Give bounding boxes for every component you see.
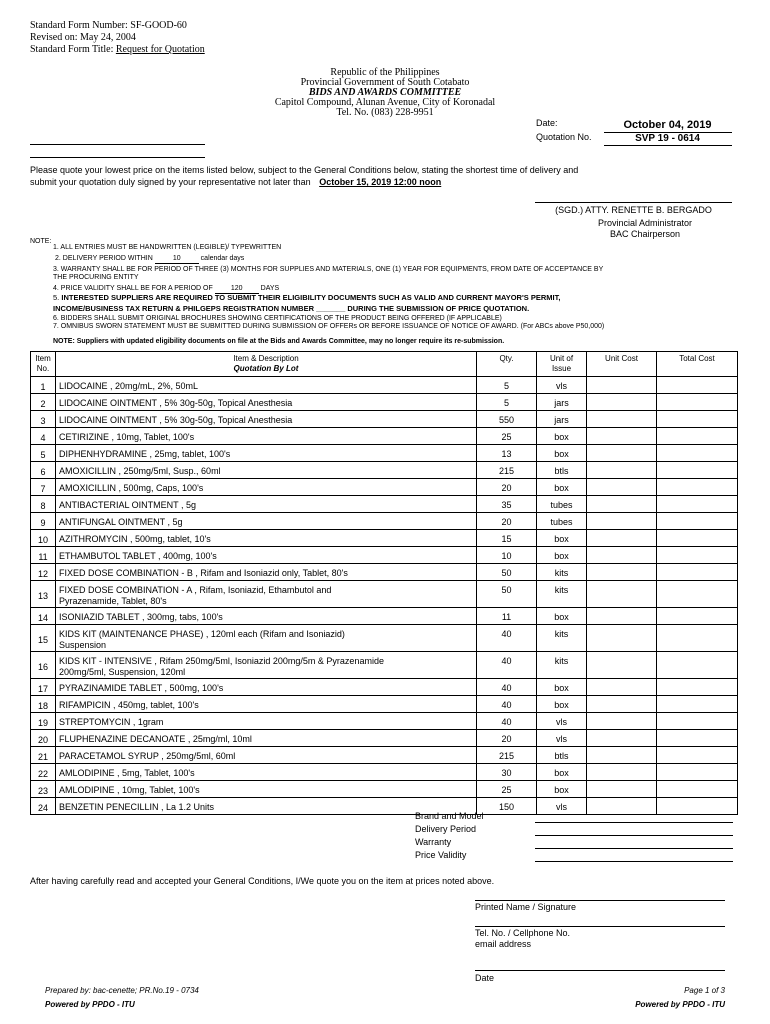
item-number: 9 — [31, 513, 56, 530]
item-unit: kits — [537, 625, 587, 652]
agency-province: Provincial Government of South Cotabato — [300, 77, 470, 88]
note-7: 7. OMNIBUS SWORN STATEMENT MUST BE SUBMITTED DURING SUBMISSION OF OFFERs OR BEFORE ISSUANCE OF NOTICE OF AWARD. (For ABCs above P50,000) — [53, 323, 605, 330]
item-unit: kits — [537, 652, 587, 679]
item-description-line: LIDOCAINE , 20mg/mL, 2%, 50mL — [59, 381, 199, 391]
item-unit-cost — [587, 513, 657, 530]
item-description — [56, 679, 477, 696]
intro-line2 — [30, 177, 441, 187]
item-unit: box — [537, 530, 587, 547]
item-number: 23 — [31, 781, 56, 798]
item-description-line: LIDOCAINE OINTMENT , 5% 30g-50g, Topical Anesthesia — [59, 415, 293, 425]
item-total-cost — [657, 652, 738, 679]
note-5a-text: INTERESTED SUPPLIERS ARE REQUIRED TO SUBMIT THEIR ELIGIBILITY DOCUMENTS SUCH AS VALID AND CURRENT MAYOR'S PERMIT, — [61, 293, 561, 302]
item-description — [56, 530, 477, 547]
powered-by-right: Powered by PPDO - ITU — [635, 1000, 725, 1009]
item-description-line: PYRAZINAMIDE TABLET , 500mg, 100's — [59, 683, 224, 693]
item-description-line: LIDOCAINE OINTMENT , 5% 30g-50g, Topical Anesthesia — [59, 398, 293, 408]
note-5a — [53, 293, 560, 302]
item-description — [56, 730, 477, 747]
signatory-role: BAC Chairperson — [609, 229, 681, 239]
header-total-cost: Total Cost — [657, 352, 738, 377]
item-description — [56, 547, 477, 564]
item-description — [56, 747, 477, 764]
note-1: 1. ALL ENTRIES MUST BE HANDWRITTEN (LEGIBLE)/ TYPEWRITTEN — [53, 244, 282, 251]
item-unit-cost — [587, 652, 657, 679]
form-title — [30, 44, 205, 56]
powered-by-left: Powered by PPDO - ITU — [45, 1000, 135, 1009]
item-number: 11 — [31, 547, 56, 564]
table-row — [31, 652, 738, 679]
item-qty: 550 — [477, 411, 537, 428]
item-description — [56, 428, 477, 445]
table-row — [31, 462, 738, 479]
note-2-value: 10 — [155, 255, 199, 264]
table-row — [31, 513, 738, 530]
item-total-cost — [657, 608, 738, 625]
item-total-cost — [657, 411, 738, 428]
item-total-cost — [657, 479, 738, 496]
item-unit-cost — [587, 428, 657, 445]
item-unit-cost — [587, 411, 657, 428]
note-2 — [55, 254, 244, 264]
item-total-cost — [657, 730, 738, 747]
item-qty: 150 — [477, 798, 537, 815]
item-number: 16 — [31, 652, 56, 679]
item-unit-cost — [587, 679, 657, 696]
table-row — [31, 781, 738, 798]
form-number: Standard Form Number: SF-GOOD-60 — [30, 20, 187, 31]
table-header-row — [31, 352, 738, 377]
item-qty: 20 — [477, 513, 537, 530]
intro-line1: Please quote your lowest price on the items listed below, subject to the General Conditions below, stating the shortest time of delivery and — [30, 165, 579, 175]
item-description — [56, 564, 477, 581]
item-qty: 215 — [477, 462, 537, 479]
table-row — [31, 411, 738, 428]
item-unit: vls — [537, 377, 587, 394]
item-description — [56, 462, 477, 479]
item-description-line: PARACETAMOL SYRUP , 250mg/5ml, 60ml — [59, 751, 236, 761]
note-5-num: 5. — [53, 293, 60, 302]
item-total-cost — [657, 696, 738, 713]
page-number: Page 1 of 3 — [684, 986, 725, 995]
item-unit-cost — [587, 764, 657, 781]
tel-label: Tel. No. / Cellphone No. — [475, 928, 571, 938]
item-qty: 10 — [477, 547, 537, 564]
date-sign-label: Date — [475, 973, 495, 983]
item-description-line: FLUPHENAZINE DECANOATE , 25mg/ml, 10ml — [59, 734, 252, 744]
item-qty: 35 — [477, 496, 537, 513]
item-unit: btls — [537, 462, 587, 479]
header-description — [56, 352, 477, 377]
item-unit-cost — [587, 713, 657, 730]
signatory-position: Provincial Administrator — [597, 218, 693, 228]
table-row — [31, 581, 738, 608]
item-number: 7 — [31, 479, 56, 496]
item-total-cost — [657, 581, 738, 608]
item-total-cost — [657, 377, 738, 394]
note-4-suffix: DAYS — [260, 285, 280, 292]
item-qty: 13 — [477, 445, 537, 462]
quotation-value: SVP 19 - 0614 — [635, 133, 700, 144]
item-unit: jars — [537, 411, 587, 428]
header-unit-cost: Unit Cost — [587, 352, 657, 377]
item-description-line: AMOXICILLIN , 250mg/5ml, Susp., 60ml — [59, 466, 221, 476]
item-unit: box — [537, 679, 587, 696]
item-number: 1 — [31, 377, 56, 394]
item-number: 15 — [31, 625, 56, 652]
item-unit: vls — [537, 730, 587, 747]
item-description — [56, 479, 477, 496]
item-unit-cost — [587, 625, 657, 652]
table-row — [31, 764, 738, 781]
item-total-cost — [657, 747, 738, 764]
item-description-line: Suspension — [59, 640, 107, 650]
item-total-cost — [657, 764, 738, 781]
item-description-line: KIDS KIT (MAINTENANCE PHASE) , 120ml each (Rifam and Isoniazid) — [59, 629, 345, 639]
item-description-line: ANTIFUNGAL OINTMENT , 5g — [59, 517, 183, 527]
item-description-line: Pyrazenamide, Tablet, 80's — [59, 596, 167, 606]
item-number: 10 — [31, 530, 56, 547]
item-description — [56, 764, 477, 781]
items-table — [30, 351, 738, 815]
item-description-line: KIDS KIT - INTENSIVE , Rifam 250mg/5ml, Isoniazid 200mg/5m & Pyrazenamide — [59, 656, 384, 666]
item-description-line: CETIRIZINE , 10mg, Tablet, 100's — [59, 432, 195, 442]
item-unit-cost — [587, 377, 657, 394]
item-description — [56, 798, 477, 815]
item-qty: 40 — [477, 625, 537, 652]
item-number: 8 — [31, 496, 56, 513]
item-number: 3 — [31, 411, 56, 428]
item-unit-cost — [587, 798, 657, 815]
printed-name-label: Printed Name / Signature — [475, 902, 577, 912]
note-4-prefix: 4. PRICE VALIDITY SHALL BE FOR A PERIOD OF — [53, 285, 213, 292]
item-qty: 20 — [477, 730, 537, 747]
form-revised: Revised on: May 24, 2004 — [30, 32, 136, 43]
table-row — [31, 479, 738, 496]
note-eligibility: NOTE: Suppliers with updated eligibility documents on file at the Bids and Awards Committee, may no longer require its re-submission. — [53, 338, 505, 345]
item-description-line: RIFAMPICIN , 450mg, tablet, 100's — [59, 700, 199, 710]
item-description — [56, 411, 477, 428]
note-5b: INCOME/BUSINESS TAX RETURN & PHILGEPS REGISTRATION NUMBER _______ DURING THE SUBMISSION OF PRICE QUOTATION. — [53, 304, 530, 313]
item-total-cost — [657, 625, 738, 652]
item-total-cost — [657, 428, 738, 445]
item-unit-cost — [587, 781, 657, 798]
item-number: 22 — [31, 764, 56, 781]
item-description-line: ETHAMBUTOL TABLET , 400mg, 100's — [59, 551, 217, 561]
header-desc-sub: Quotation By Lot — [233, 364, 299, 373]
table-row — [31, 547, 738, 564]
item-number: 18 — [31, 696, 56, 713]
date-value: October 04, 2019 — [623, 119, 712, 131]
item-number: 12 — [31, 564, 56, 581]
form-title-label: Standard Form Title: — [30, 44, 116, 55]
item-total-cost — [657, 564, 738, 581]
intro-line2-text: submit your quotation duly signed by your representative not later than — [30, 177, 311, 187]
item-description-line: AMLODIPINE , 10mg, Tablet, 100's — [59, 785, 200, 795]
item-unit-cost — [587, 747, 657, 764]
item-description-line: AMLODIPINE , 5mg, Tablet, 100's — [59, 768, 195, 778]
header-item-no: Item No. — [31, 352, 56, 377]
table-row — [31, 696, 738, 713]
prepared-by: Prepared by: bac-cenette; PR.No.19 - 0734 — [45, 986, 199, 995]
item-unit: jars — [537, 394, 587, 411]
item-number: 14 — [31, 608, 56, 625]
item-unit: vls — [537, 713, 587, 730]
item-description — [56, 445, 477, 462]
table-row — [31, 564, 738, 581]
item-qty: 50 — [477, 581, 537, 608]
note-label: NOTE: — [30, 238, 52, 245]
item-unit: btls — [537, 747, 587, 764]
item-description-line: ANTIBACTERIAL OINTMENT , 5g — [59, 500, 197, 510]
item-total-cost — [657, 547, 738, 564]
item-description — [56, 713, 477, 730]
item-total-cost — [657, 496, 738, 513]
item-number: 6 — [31, 462, 56, 479]
item-unit-cost — [587, 608, 657, 625]
note-4-value: 120 — [215, 285, 259, 294]
item-qty: 25 — [477, 428, 537, 445]
item-unit: box — [537, 764, 587, 781]
item-number: 5 — [31, 445, 56, 462]
item-total-cost — [657, 462, 738, 479]
agency-republic: Republic of the Philippines — [330, 67, 440, 78]
item-unit-cost — [587, 564, 657, 581]
note-6: 6. BIDDERS SHALL SUBMIT ORIGINAL BROCHURES SHOWING CERTIFICATIONS OF THE PRODUCT BEING OFFERED (IF APPLICABLE) — [53, 315, 502, 322]
item-qty: 40 — [477, 652, 537, 679]
item-unit: box — [537, 781, 587, 798]
header-unit: Unit of Issue — [537, 352, 587, 377]
note-2-prefix: 2. DELIVERY PERIOD WITHIN — [55, 255, 153, 262]
item-description-line: AZITHROMYCIN , 500mg, tablet, 10's — [59, 534, 211, 544]
item-unit: box — [537, 428, 587, 445]
item-qty: 215 — [477, 747, 537, 764]
table-row — [31, 530, 738, 547]
table-row — [31, 713, 738, 730]
item-qty: 11 — [477, 608, 537, 625]
item-qty: 20 — [477, 479, 537, 496]
item-unit: box — [537, 547, 587, 564]
item-description — [56, 394, 477, 411]
signatory-name: (SGD.) ATTY. RENETTE B. BERGADO — [555, 205, 712, 215]
item-unit: kits — [537, 564, 587, 581]
item-description — [56, 377, 477, 394]
table-row — [31, 428, 738, 445]
item-description-line: ISONIAZID TABLET , 300mg, tabs, 100's — [59, 612, 223, 622]
item-description — [56, 581, 477, 608]
item-qty: 40 — [477, 696, 537, 713]
note-3a: 3. WARRANTY SHALL BE FOR PERIOD OF THREE (3) MONTHS FOR SUPPLIES AND MATERIALS, ONE (1) YEAR FOR EQUIPMENTS, FROM DATE OF ACCEPTANCE BY — [53, 266, 604, 273]
warranty-label: Warranty — [415, 837, 452, 847]
item-unit: box — [537, 445, 587, 462]
table-row — [31, 377, 738, 394]
agency-tel: Tel. No. (083) 228-9951 — [336, 107, 434, 118]
item-qty: 30 — [477, 764, 537, 781]
delivery-period-label: Delivery Period — [415, 824, 477, 834]
item-description — [56, 781, 477, 798]
item-total-cost — [657, 798, 738, 815]
item-unit-cost — [587, 547, 657, 564]
item-number: 4 — [31, 428, 56, 445]
item-unit: kits — [537, 581, 587, 608]
table-row — [31, 394, 738, 411]
item-qty: 25 — [477, 781, 537, 798]
item-qty: 40 — [477, 713, 537, 730]
item-unit: tubes — [537, 496, 587, 513]
item-unit-cost — [587, 394, 657, 411]
header-desc-label: Item & Description — [233, 354, 299, 363]
item-number: 13 — [31, 581, 56, 608]
item-number: 24 — [31, 798, 56, 815]
item-total-cost — [657, 781, 738, 798]
item-description-line: FIXED DOSE COMBINATION - B , Rifam and Isoniazid only, Tablet, 80's — [59, 568, 348, 578]
quotation-label: Quotation No. — [536, 132, 592, 142]
item-unit: box — [537, 696, 587, 713]
item-description — [56, 608, 477, 625]
header-qty: Qty. — [477, 352, 537, 377]
item-unit-cost — [587, 581, 657, 608]
deadline: October 15, 2019 12:00 noon — [319, 177, 442, 187]
item-number: 21 — [31, 747, 56, 764]
item-description — [56, 625, 477, 652]
item-unit-cost — [587, 530, 657, 547]
item-number: 17 — [31, 679, 56, 696]
item-unit: box — [537, 479, 587, 496]
item-qty: 5 — [477, 377, 537, 394]
item-total-cost — [657, 445, 738, 462]
item-description-line: 200mg/5ml, Suspension, 120ml — [59, 667, 186, 677]
table-row — [31, 445, 738, 462]
table-row — [31, 798, 738, 815]
note-2-suffix: calendar days — [200, 255, 245, 262]
agency-address: Capitol Compound, Alunan Avenue, City of Koronadal — [274, 97, 496, 108]
item-unit-cost — [587, 696, 657, 713]
note-3b: THE PROCURING ENTITY — [53, 274, 139, 281]
item-total-cost — [657, 530, 738, 547]
item-unit-cost — [587, 496, 657, 513]
item-description — [56, 513, 477, 530]
item-unit: box — [537, 608, 587, 625]
table-row — [31, 747, 738, 764]
item-number: 2 — [31, 394, 56, 411]
item-total-cost — [657, 513, 738, 530]
item-qty: 50 — [477, 564, 537, 581]
form-title-value: Request for Quotation — [115, 44, 205, 55]
table-row — [31, 625, 738, 652]
item-total-cost — [657, 713, 738, 730]
item-total-cost — [657, 394, 738, 411]
item-unit-cost — [587, 479, 657, 496]
item-description — [56, 652, 477, 679]
item-unit-cost — [587, 730, 657, 747]
table-row — [31, 608, 738, 625]
brand-model-label: Brand and Model — [415, 811, 484, 821]
item-description-line: FIXED DOSE COMBINATION - A , Rifam, Isoniazid, Ethambutol and — [59, 585, 332, 595]
item-description-line: DIPHENHYDRAMINE , 25mg, tablet, 100's — [59, 449, 231, 459]
table-row — [31, 679, 738, 696]
table-row — [31, 730, 738, 747]
item-unit: tubes — [537, 513, 587, 530]
item-description-line: STREPTOMYCIN , 1gram — [59, 717, 164, 727]
item-number: 19 — [31, 713, 56, 730]
item-unit-cost — [587, 445, 657, 462]
closing-statement: After having carefully read and accepted your General Conditions, I/We quote you on the item at prices noted above. — [30, 876, 495, 886]
date-label: Date: — [536, 118, 558, 128]
item-qty: 40 — [477, 679, 537, 696]
table-row — [31, 496, 738, 513]
price-validity-label: Price Validity — [415, 850, 467, 860]
item-unit: vls — [537, 798, 587, 815]
item-total-cost — [657, 679, 738, 696]
item-description — [56, 496, 477, 513]
item-number: 20 — [31, 730, 56, 747]
item-description — [56, 696, 477, 713]
item-qty: 15 — [477, 530, 537, 547]
agency-bac: BIDS AND AWARDS COMMITTEE — [308, 87, 462, 98]
email-label: email address — [475, 939, 532, 949]
item-unit-cost — [587, 462, 657, 479]
item-description-line: AMOXICILLIN , 500mg, Caps, 100's — [59, 483, 204, 493]
item-qty: 5 — [477, 394, 537, 411]
item-description-line: BENZETIN PENECILLIN , La 1.2 Units — [59, 802, 215, 812]
